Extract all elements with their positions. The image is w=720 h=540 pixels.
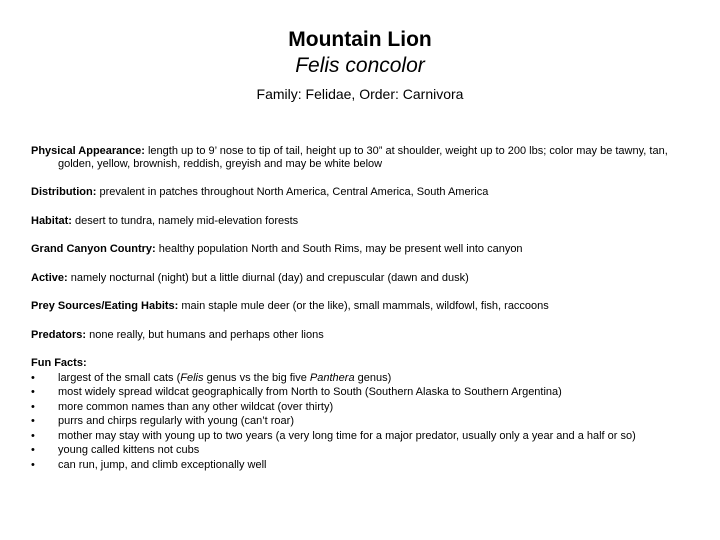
section-predators [31,329,696,342]
classification: Family: Felidae, Order: Carnivora [256,86,464,102]
section-physical-appearance [31,145,696,170]
section-text: namely nocturnal (night) but a little diurnal (day) and crepuscular (dawn and dusk) [67,271,469,284]
page-title: Mountain Lion [288,28,432,51]
section-active [31,272,696,285]
section-label: Grand Canyon Country: [31,243,156,255]
list-item: • mother may stay with young up to two years (a very long time for a major predator, usually only a year and a half or so) [31,429,636,442]
section-distribution [31,186,696,199]
section-label: Prey Sources/Eating Habits: [31,300,179,312]
section-grand-canyon-country [31,243,696,256]
list-item: • purrs and chirps regularly with young (can’t roar) [31,415,294,427]
bullet-icon: • [31,429,35,442]
list-item: • largest of the small cats (Felis genus vs the big five Panthera genus) [31,371,392,384]
genus-panthera: Panthera [309,371,355,384]
section-text: none really, but humans and perhaps other lions [86,328,324,341]
section-label: Habitat: [31,214,72,227]
fun-facts-list [31,372,696,472]
genus-felis: Felis [180,371,204,384]
list-item: • most widely spread wildcat geographically from North to South (Southern Alaska to Southern Argentina) [31,386,562,398]
section-label: Active: [31,271,68,284]
bullet-icon: • [31,400,35,413]
bullet-icon: • [31,386,35,398]
section-habitat [31,215,696,228]
section-label: Distribution: [31,186,97,198]
list-item: • young called kittens not cubs [31,444,200,456]
bullet-icon: • [31,371,35,384]
section-text: healthy population North and South Rims, may be present well into canyon [155,243,523,255]
scientific-name: Felis concolor [295,54,425,77]
fun-facts-heading: Fun Facts: [31,357,87,369]
section-text: prevalent in patches throughout North America, Central America, South America [96,186,489,198]
section-label: Physical Appearance: [31,145,145,157]
section-prey-sources [31,300,696,313]
section-label: Predators: [31,328,87,341]
section-text: main staple mule deer (or the like), small mammals, wildfowl, fish, raccoons [178,300,549,312]
content [31,145,696,473]
list-item: • can run, jump, and climb exceptionally well [31,458,267,471]
bullet-icon: • [31,458,35,471]
list-item: • more common names than any other wildcat (over thirty) [31,400,334,413]
bullet-icon: • [31,444,35,456]
bullet-icon: • [31,415,35,427]
section-text: length up to 9’ nose to tip of tail, height up to 30” at shoulder, weight up to 200 lbs; color may be tawny, tan, golden, yellow, brownish, reddish, greyish and may be white below [58,145,668,170]
title-block [0,27,720,103]
section-text: desert to tundra, namely mid-elevation forests [71,214,299,227]
